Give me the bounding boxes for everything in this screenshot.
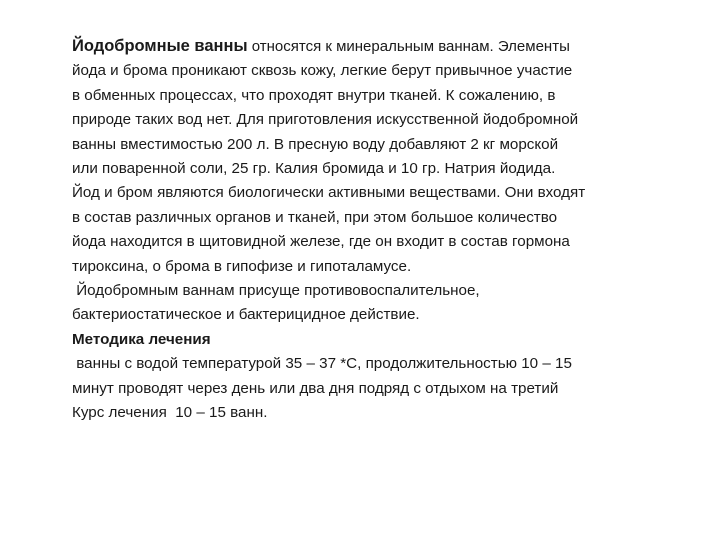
paragraph-line-6: или поваренной соли, 25 гр. Калия бромида и 10 гр. Натрия йодида. <box>72 160 556 178</box>
paragraph-line-12: бактериостатическое и бактерицидное действие. <box>72 306 420 324</box>
paragraph-line-15: минут проводят через день или два дня подряд с отдыхом на третий <box>72 379 559 397</box>
paragraph-line-7: Йод и бром являются биологически активными веществами. Они входят <box>72 184 586 202</box>
paragraph-line-14: ванны с водой температурой 35 – 37 *С, продолжительностью 10 – 15 <box>72 355 572 373</box>
paragraph-line-1 <box>72 34 702 59</box>
section-heading: Методика лечения <box>72 330 211 348</box>
paragraph-line-11: Йодобромным ваннам присуще противовоспалительное, <box>72 282 480 300</box>
paragraph-line-9: йода находится в щитовидной железе, где он входит в состав гормона <box>72 233 570 251</box>
paragraph-line-2: йода и брома проникают сквозь кожу, легкие берут привычное участие <box>72 62 573 80</box>
paragraph-line-8: в состав различных органов и тканей, при этом большое количество <box>72 208 558 226</box>
document-text <box>72 34 702 426</box>
lead-term: Йодобромные ванны <box>72 37 248 55</box>
paragraph-line-3: в обменных процессах, что проходят внутри тканей. К сожалению, в <box>72 86 556 104</box>
paragraph-line-10: тироксина, о брома в гипофизе и гипоталамусе. <box>72 257 412 275</box>
paragraph-line-16: Курс лечения 10 – 15 ванн. <box>72 404 268 422</box>
paragraph-line-4: природе таких вод нет. Для приготовления искусственной йодобромной <box>72 111 579 129</box>
line-text: относятся к минеральным ваннам. Элементы <box>247 38 570 55</box>
paragraph-line-5: ванны вместимостью 200 л. В пресную воду добавляют 2 кг морской <box>72 135 559 153</box>
